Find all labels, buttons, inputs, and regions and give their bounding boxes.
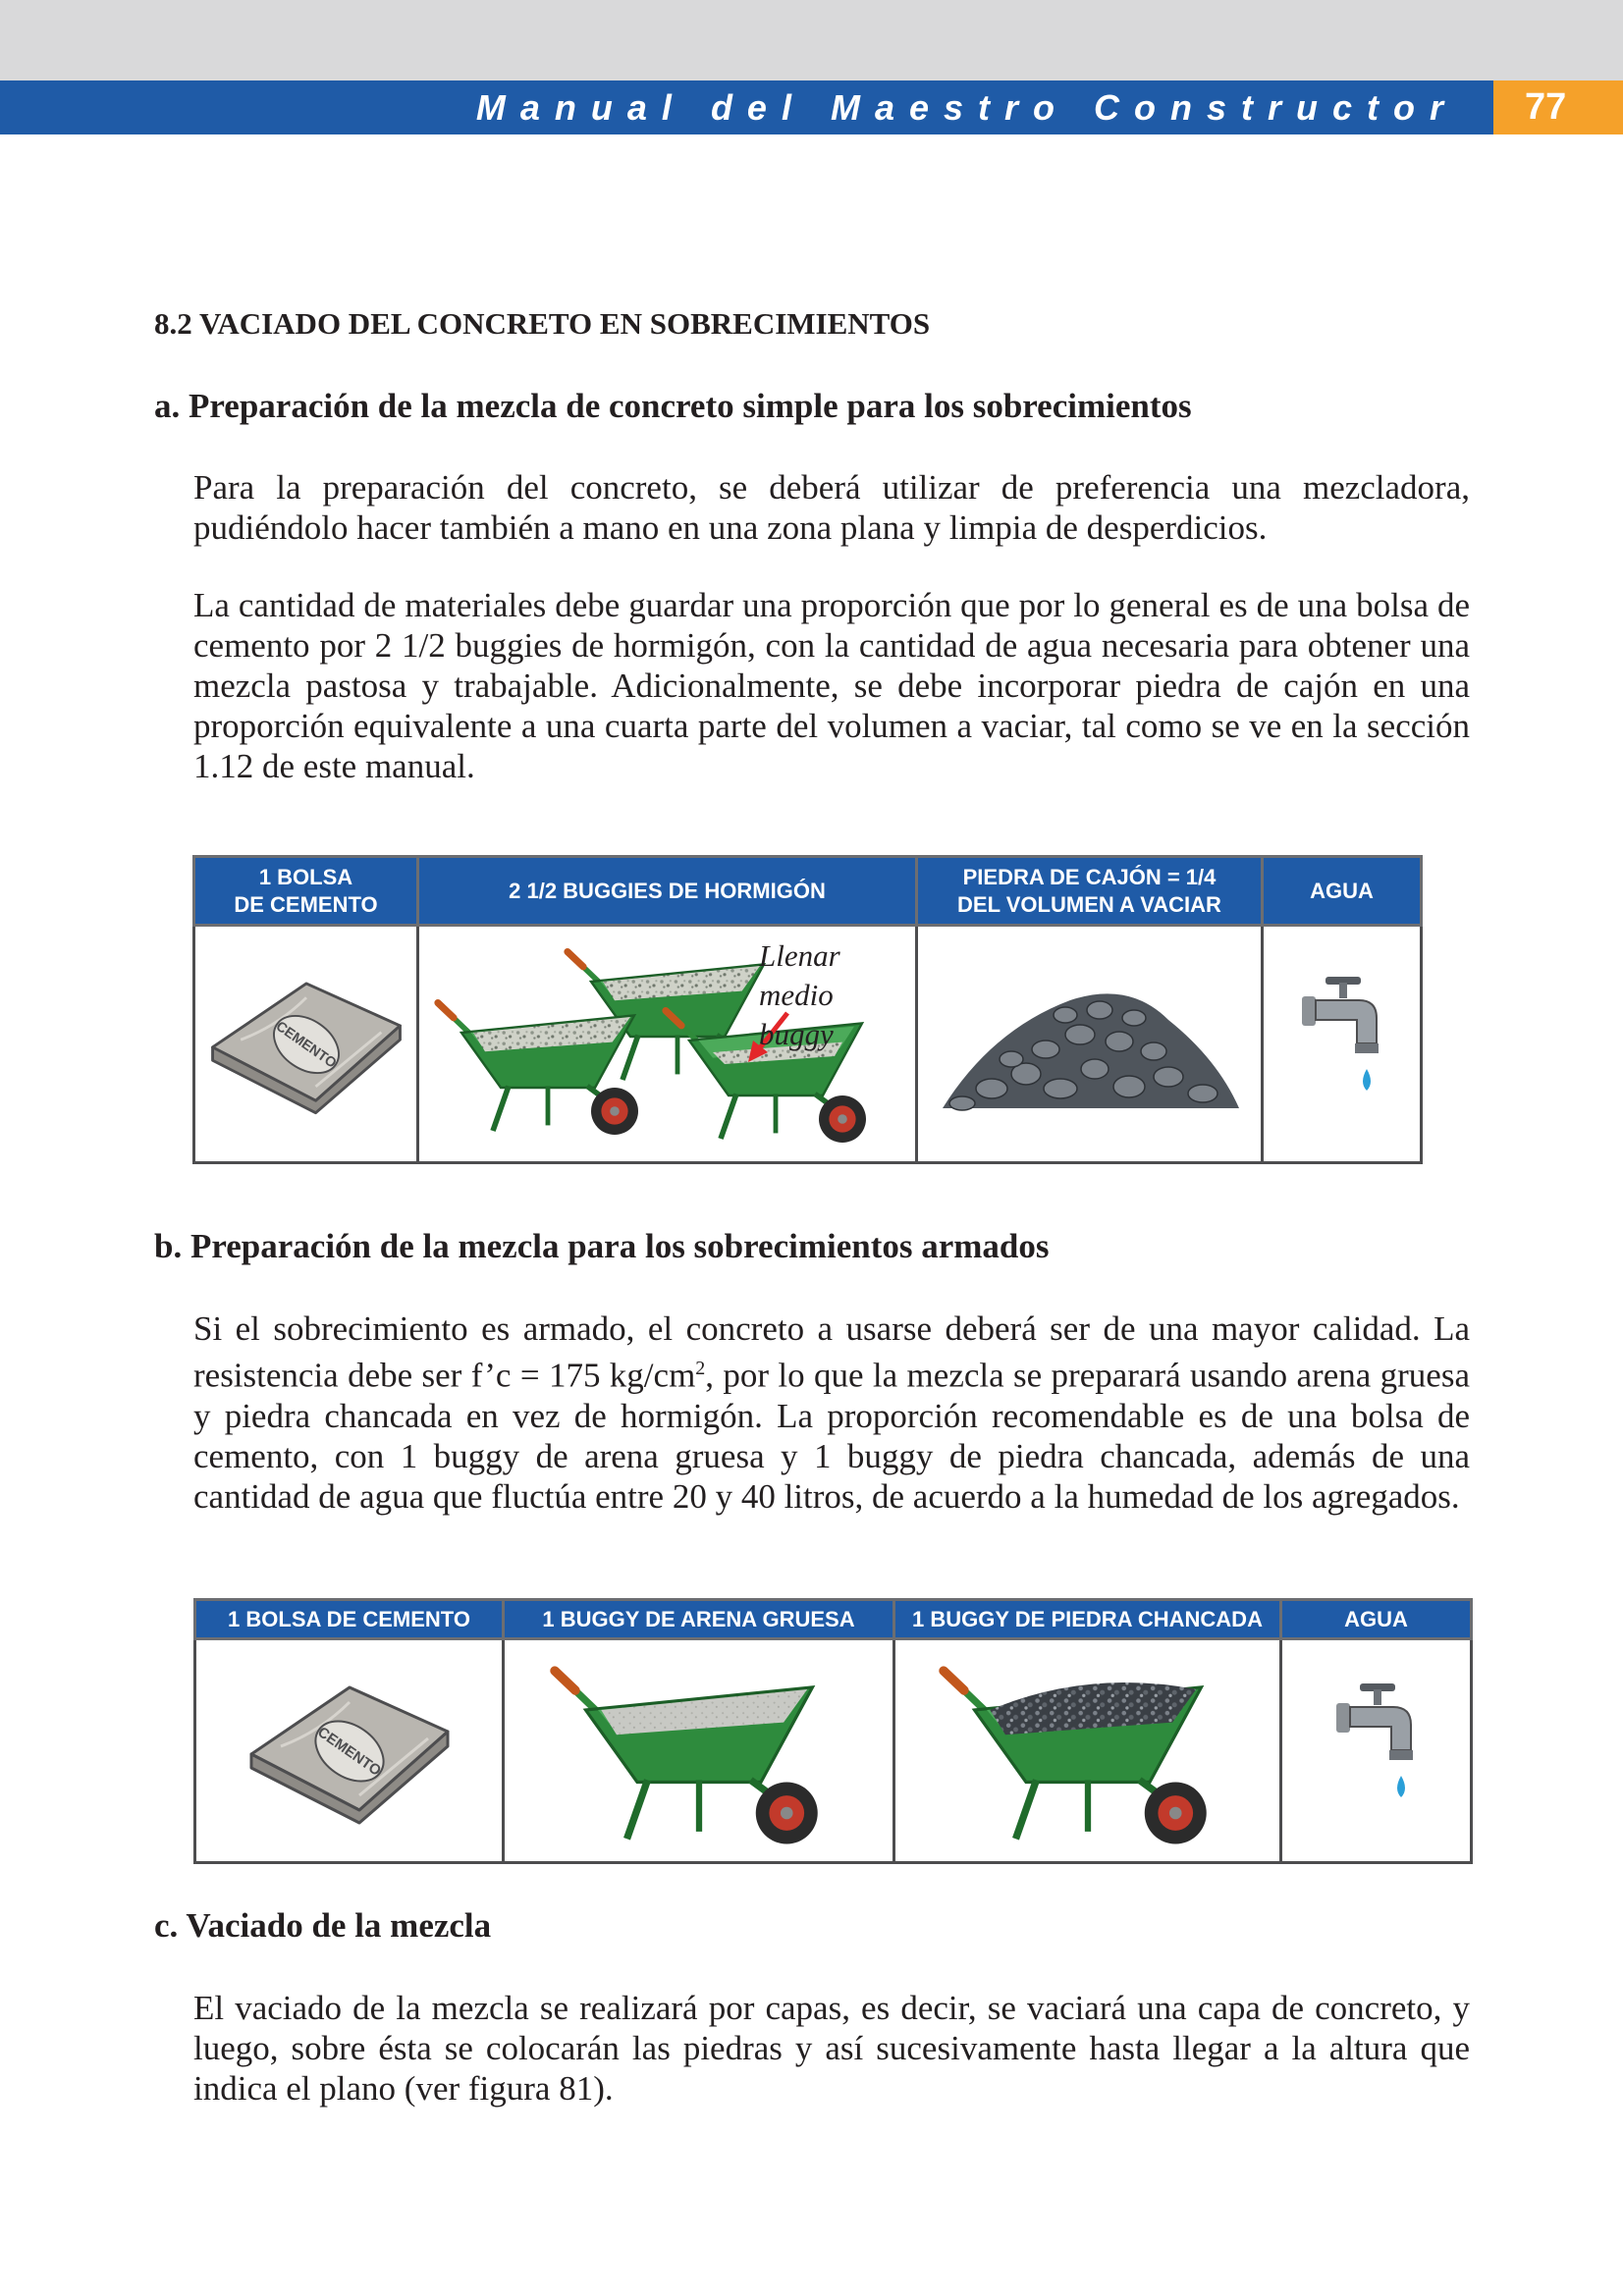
part-b-text-start: Si el sobrecimiento es armado, el concreto a usarse deberá ser de una mayor calidad. La resistencia debe ser f’c = 175 kg/cm: [193, 1309, 1470, 1395]
part-a-paragraph-2: La cantidad de materiales debe guardar una proporción que por lo general es de una bolsa de cemento por 2 1/2 buggies de hormigón, con la cantidad de agua necesaria para obtener una mezcla pastosa y trabajable. Adicionalmente, se debe incorporar piedra de cajón en una proporción equivalente a una cuarta parte del volumen a vaciar, tal como se ve en la sección 1.12 de este manual.: [193, 586, 1470, 785]
part-a-heading: a. Preparación de la mezcla de concreto simple para los sobrecimientos: [154, 387, 1192, 425]
cell-sand: [504, 1639, 894, 1863]
note-line2: buggy: [759, 1017, 834, 1051]
cell-hormigon: [418, 926, 917, 1163]
header-water: AGUA: [1263, 857, 1422, 926]
cell-crushed-stone: [894, 1639, 1281, 1863]
part-c-heading: c. Vaciado de la mezcla: [154, 1906, 492, 1945]
header-sand: 1 BUGGY DE ARENA GRUESA: [504, 1600, 894, 1639]
header-stone: [917, 857, 1263, 926]
water-tap-icon: [1298, 971, 1386, 1118]
cell-cement: [195, 1639, 504, 1863]
header-cement-line1: 1 BOLSA: [258, 864, 353, 889]
stone-pile-icon: [933, 971, 1247, 1118]
part-b-paragraph-1: [193, 1308, 1470, 1517]
cell-stone: [917, 926, 1263, 1163]
wheelbarrow-icon: [542, 1648, 856, 1854]
wheelbarrow-icon: [931, 1648, 1245, 1854]
header-stone-line1: PIEDRA DE CAJÓN = 1/4: [962, 864, 1217, 889]
header-hormigon: 2 1/2 BUGGIES DE HORMIGÓN: [418, 857, 917, 926]
cement-bag-icon: [242, 1678, 458, 1825]
cell-water: [1281, 1639, 1472, 1863]
part-a-paragraph-1: Para la preparación del concreto, se deberá utilizar de preferencia una mezcladora, pudiéndolo hacer también a mano en una zona plana y limpia de desperdicios.: [193, 468, 1470, 547]
header-stone-line2: DEL VOLUMEN A VACIAR: [957, 891, 1221, 917]
materials-table-a: [192, 855, 1423, 1164]
part-a-body: [193, 467, 1470, 824]
note-line1: Llenar medio: [759, 938, 840, 1012]
part-c-body: [193, 1988, 1470, 2146]
part-b-heading: b. Preparación de la mezcla para los sobrecimientos armados: [154, 1227, 1050, 1265]
materials-table-b: [193, 1598, 1473, 1864]
top-gray-bar: [0, 0, 1623, 80]
page-number: 77: [1493, 80, 1623, 134]
header-cement: 1 BOLSA DE CEMENTO: [195, 1600, 504, 1639]
water-tap-icon: [1332, 1678, 1421, 1825]
superscript-2: 2: [695, 1358, 706, 1379]
wheelbarrow-icon: [438, 1002, 638, 1134]
header-crushed-stone: 1 BUGGY DE PIEDRA CHANCADA: [894, 1600, 1281, 1639]
manual-title: Manual del Maestro Constructor: [475, 87, 1458, 128]
part-b-body: [193, 1308, 1470, 1554]
part-c-paragraph-1: El vaciado de la mezcla se realizará por capas, es decir, se vaciará una capa de concreto, y luego, sobre ésta se colocarán las piedras y así sucesivamente hasta llegar a la altura que indica el plano (ver figura 81).: [193, 1989, 1470, 2108]
section-heading: 8.2 VACIADO DEL CONCRETO EN SOBRECIMIENTOS: [154, 306, 931, 341]
part-b-text-end: , por lo que la mezcla se preparará usando arena gruesa y piedra chancada en vez de hormigón. La proporción recomendable es de una bolsa de cemento, con 1 buggy de arena gruesa y 1 buggy de piedra chancada, además de una cantidad de agua que fluctúa entre 20 y 40 litros, de acuerdo a la humedad de los agregados.: [193, 1356, 1470, 1516]
cement-bag-label: CEMENTO: [272, 1018, 339, 1072]
cell-water: [1263, 926, 1422, 1163]
header-cement: [194, 857, 418, 926]
cement-bag-icon: [203, 971, 409, 1118]
header-water: AGUA: [1281, 1600, 1472, 1639]
fill-half-note: [759, 936, 915, 1054]
header-cement-line2: DE CEMENTO: [234, 891, 378, 917]
cement-bag-label: CEMENTO: [313, 1723, 384, 1780]
cell-cement: [194, 926, 418, 1163]
